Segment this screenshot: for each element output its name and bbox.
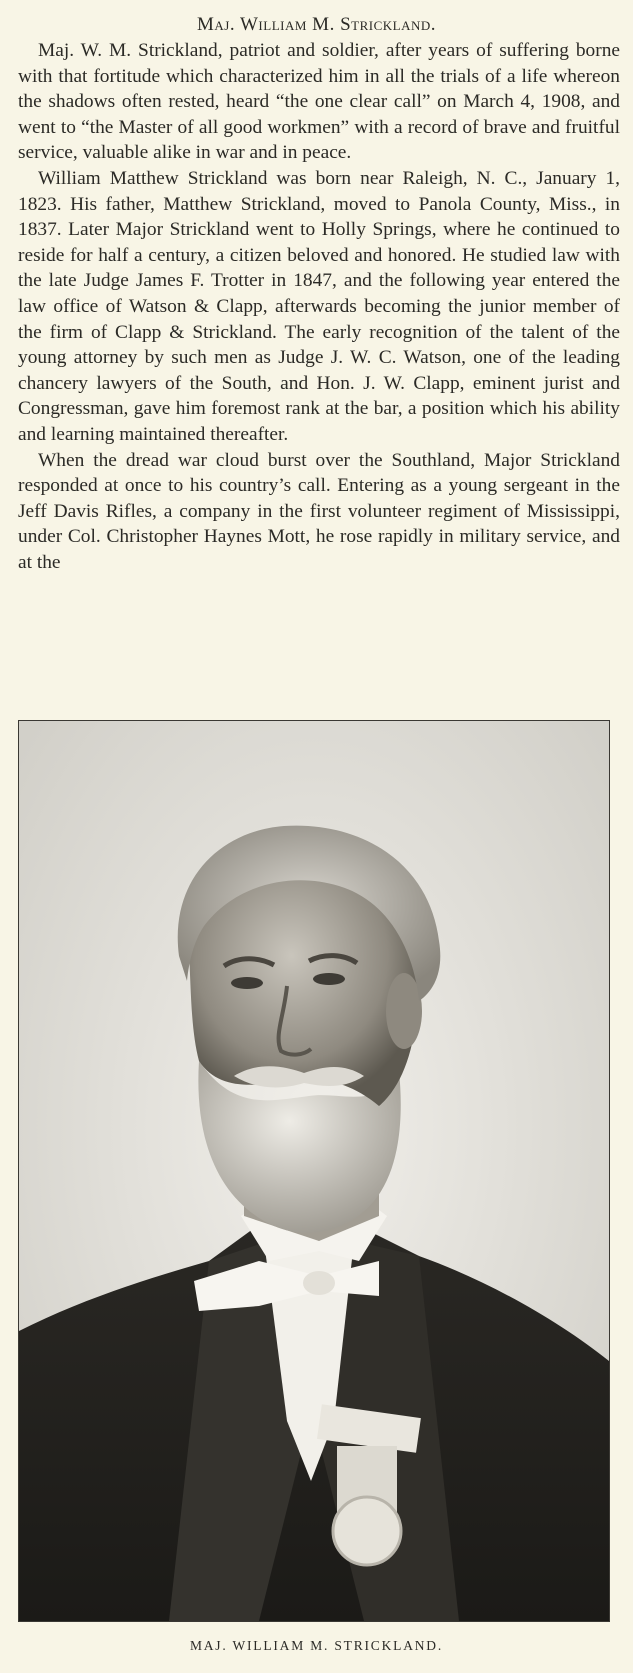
article-body [18, 38, 620, 575]
paragraph-2: William Matthew Strickland was born near Raleigh, N. C., January 1, 1823. His father, Matthew Strickland, moved to Panola County, Miss., in 1837. Later Major Strickland went to Holly Springs, where he continued to reside for half a century, a citizen beloved and honored. He studied law with the late Judge James F. Trotter in 1847, and the following year entered the law office of Watson & Clapp, afterwards becoming the junior member of the firm of Clapp & Strickland. The early recognition of the talent of the young attorney by such men as Judge J. W. C. Watson, one of the leading chancery lawyers of the South, and Hon. J. W. Clapp, eminent jurist and Congressman, gave him foremost rank at the bar, a position which his ability and learning maintained thereafter. [18, 167, 620, 445]
paragraph-1: Maj. W. M. Strickland, patriot and soldier, after years of suffering borne with that fortitude which characterized him in all the trials of a life whereon the shadows often rested, heard “the one clear call” on March 4, 1908, and went to “the Master of all good workmen” with a record of brave and fruitful service, valuable alike in war and in peace. [18, 40, 620, 164]
portrait-image [19, 721, 609, 1621]
portrait-caption: MAJ. WILLIAM M. STRICKLAND. [189, 1638, 444, 1653]
paragraph-3: When the dread war cloud burst over the Southland, Major Strickland responded at once to his country’s call. Entering as a young sergeant in the Jeff Davis Rifles, a company in the first volunteer regiment of Mississippi, under Col. Christopher Haynes Mott, he rose rapidly in military service, and at the [18, 449, 620, 573]
portrait-photograph [18, 720, 610, 1622]
article-heading: Maj. William M. Strickland. [197, 14, 436, 35]
